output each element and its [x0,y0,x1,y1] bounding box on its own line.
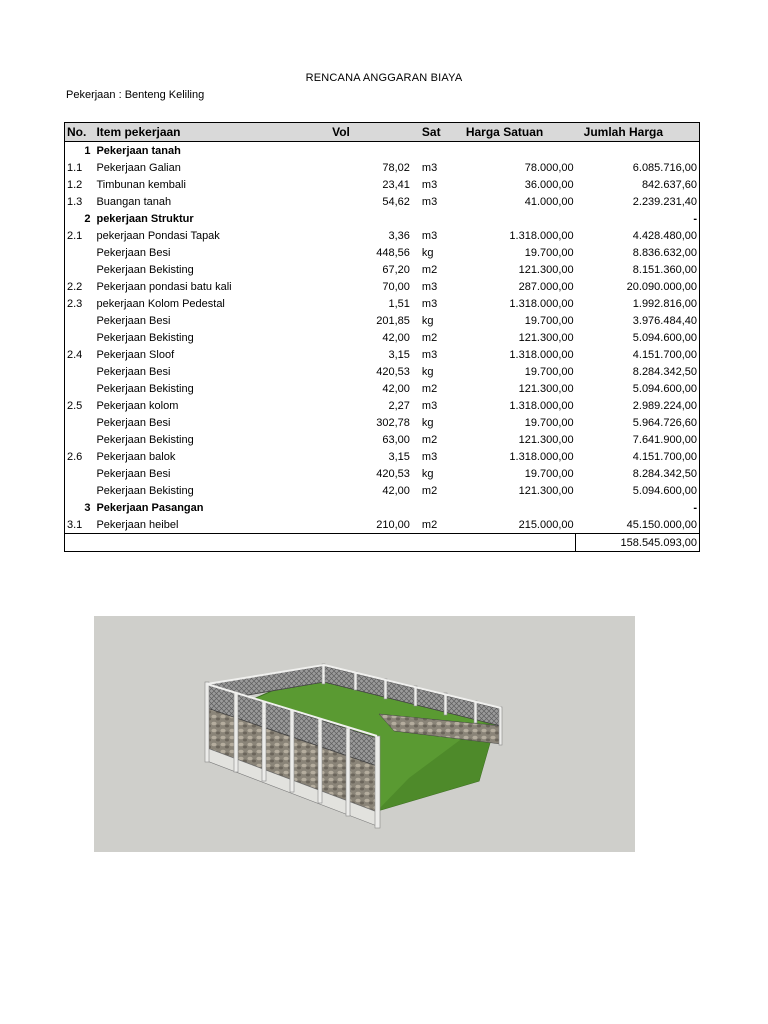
cell-no: 3.1 [67,518,83,531]
cell-harga: 19.700,00 [524,365,574,378]
cell-sat: kg [421,365,434,378]
cell-item: pekerjaan Pondasi Tapak [96,229,220,242]
document-title: RENCANA ANGGARAN BIAYA [305,72,463,84]
header-jumlah: Jumlah Harga [576,123,700,142]
cell-jumlah: 6.085.716,00 [632,161,697,174]
cell-no: 2.2 [67,280,83,293]
cell-sat: m2 [421,263,438,276]
cell-jumlah: 8.151.360,00 [632,263,697,276]
cell-item: Timbunan kembali [96,178,186,191]
cell-no: 1 [84,144,91,157]
grand-total: 158.545.093,00 [576,534,700,552]
cell-jumlah: 8.284.342,50 [632,467,697,480]
cell-jumlah: 5.964.726,60 [632,416,697,429]
cell-jumlah: 20.090.000,00 [626,280,697,293]
cell-sat: m2 [421,433,438,446]
cell-harga: 1.318.000,00 [509,399,574,412]
cell-harga: 78.000,00 [524,161,574,174]
cell-item: Pekerjaan Galian [96,161,181,174]
cell-no [65,414,95,431]
cell-vol: 210,00 [376,518,410,531]
cell-jumlah: 4.151.700,00 [632,348,697,361]
cell-item: Pekerjaan tanah [96,144,181,157]
cell-harga: 121.300,00 [518,433,574,446]
cell-empty [65,534,95,552]
table-row [65,159,700,176]
cell-harga: 19.700,00 [524,416,574,429]
table-row [65,414,700,431]
cell-no [65,482,95,499]
cell-no [65,431,95,448]
budget-table [64,122,700,552]
cell-item: Pekerjaan Bekisting [96,331,194,344]
cell-vol [324,210,412,227]
cell-item: Pekerjaan Pasangan [96,501,204,514]
cell-empty [94,534,324,552]
cell-jumlah [576,142,700,160]
cell-item: Pekerjaan Sloof [96,348,175,361]
cell-vol: 63,00 [382,433,410,446]
cell-harga: 1.318.000,00 [509,450,574,463]
cell-no: 2 [84,212,91,225]
cell-item: Pekerjaan Bekisting [96,263,194,276]
header-sat: Sat [412,123,456,142]
cell-harga: 36.000,00 [524,178,574,191]
cell-harga: 19.700,00 [524,246,574,259]
cell-harga: 1.318.000,00 [509,229,574,242]
cell-sat: kg [421,246,434,259]
table-row [65,278,700,295]
cell-harga: 121.300,00 [518,484,574,497]
cell-vol: 448,56 [376,246,410,259]
cell-empty [456,534,576,552]
table-row [65,431,700,448]
cell-no: 1.1 [67,161,83,174]
table-row [65,244,700,261]
cell-no: 2.5 [67,399,83,412]
cell-sat: m3 [421,280,438,293]
cell-item: Pekerjaan Besi [96,416,171,429]
cell-jumlah: 8.836.632,00 [632,246,697,259]
cell-empty [324,534,412,552]
cell-sat: m2 [421,331,438,344]
fence-illustration [94,616,635,852]
cell-vol: 42,00 [382,331,410,344]
table-row [65,193,700,210]
cell-harga: 287.000,00 [518,280,574,293]
table-row [65,227,700,244]
table-body [65,142,700,552]
cell-item: Pekerjaan balok [96,450,176,463]
cell-vol: 67,20 [382,263,410,276]
cell-sat: kg [421,314,434,327]
cell-item: Pekerjaan Besi [96,467,171,480]
cell-harga: 1.318.000,00 [509,297,574,310]
cell-jumlah: 5.094.600,00 [632,331,697,344]
cell-item: Buangan tanah [96,195,172,208]
table-row [65,482,700,499]
table-section-row [65,210,700,227]
cell-jumlah: 3.976.484,40 [632,314,697,327]
cell-item: Pekerjaan heibel [96,518,179,531]
cell-sat: m2 [421,484,438,497]
cell-no [65,380,95,397]
cell-jumlah: 2.239.231,40 [632,195,697,208]
cell-sat: m3 [421,348,438,361]
cell-no [65,261,95,278]
cell-sat: m3 [421,161,438,174]
cell-sat: m3 [421,450,438,463]
cell-jumlah: 4.428.480,00 [632,229,697,242]
table-row [65,380,700,397]
table-row [65,346,700,363]
cell-jumlah: 4.151.700,00 [632,450,697,463]
project-name: Pekerjaan : Benteng Keliling [66,89,205,101]
cell-vol: 70,00 [382,280,410,293]
cell-no: 1.3 [67,195,83,208]
cell-jumlah: 45.150.000,00 [626,518,697,531]
cell-vol: 302,78 [376,416,410,429]
header-vol: Vol [324,123,412,142]
cell-jumlah: 2.989.224,00 [632,399,697,412]
cell-jumlah: 8.284.342,50 [632,365,697,378]
table-row [65,448,700,465]
cell-empty [412,534,456,552]
cell-no: 2.6 [67,450,83,463]
table-row [65,312,700,329]
cell-no [65,312,95,329]
fence-3d-render [94,616,635,852]
cell-no: 2.1 [67,229,83,242]
cell-vol: 420,53 [376,365,410,378]
cell-item: Pekerjaan pondasi batu kali [96,280,232,293]
cell-vol: 2,27 [388,399,410,412]
header-no: No. [65,123,95,142]
cell-vol: 3,15 [388,348,410,361]
cell-harga: 121.300,00 [518,263,574,276]
cell-jumlah: 7.641.900,00 [632,433,697,446]
cell-sat: m3 [421,399,438,412]
cell-no [65,465,95,482]
cell-no: 2.4 [67,348,83,361]
table-total-row [65,534,700,552]
cell-vol: 1,51 [388,297,410,310]
cell-item: Pekerjaan Besi [96,246,171,259]
header-item: Item pekerjaan [94,123,324,142]
cell-vol: 201,85 [376,314,410,327]
cell-item: pekerjaan Struktur [96,212,194,225]
cell-vol [324,499,412,516]
table-row [65,295,700,312]
cell-sat: m3 [421,229,438,242]
table-row [65,261,700,278]
cell-jumlah: 5.094.600,00 [632,382,697,395]
table-row [65,465,700,482]
cell-vol: 3,15 [388,450,410,463]
table-row [65,516,700,534]
cell-item: Pekerjaan Besi [96,314,171,327]
cell-harga: 121.300,00 [518,382,574,395]
cell-no [65,244,95,261]
cell-jumlah: - [693,212,697,225]
cell-sat [412,499,456,516]
cell-vol: 420,53 [376,467,410,480]
cell-no: 1.2 [67,178,83,191]
cell-vol: 3,36 [388,229,410,242]
table-row [65,329,700,346]
cell-harga: 19.700,00 [524,314,574,327]
cell-harga [456,499,576,516]
cell-vol: 54,62 [382,195,410,208]
cell-jumlah: 5.094.600,00 [632,484,697,497]
header-harga: Harga Satuan [456,123,576,142]
cell-no [65,329,95,346]
cell-sat: m3 [421,178,438,191]
cell-sat: m2 [421,382,438,395]
cell-sat: m2 [421,518,438,531]
cell-item: Pekerjaan Bekisting [96,433,194,446]
cell-no [65,363,95,380]
cell-item: Pekerjaan Bekisting [96,484,194,497]
cell-sat: m3 [421,297,438,310]
cell-vol [324,142,412,160]
cell-sat: m3 [421,195,438,208]
cell-harga [456,142,576,160]
table-row [65,397,700,414]
cell-harga: 19.700,00 [524,467,574,480]
cell-item: pekerjaan Kolom Pedestal [96,297,225,310]
cell-item: Pekerjaan Bekisting [96,382,194,395]
cell-item: Pekerjaan kolom [96,399,179,412]
cell-vol: 42,00 [382,484,410,497]
cell-jumlah: 1.992.816,00 [632,297,697,310]
cell-vol: 23,41 [382,178,410,191]
cell-sat: kg [421,416,434,429]
cell-sat [412,142,456,160]
cell-no: 2.3 [67,297,83,310]
cell-sat: kg [421,467,434,480]
cell-jumlah: - [693,501,697,514]
cell-harga [456,210,576,227]
cell-no: 3 [84,501,91,514]
cell-jumlah: 842.637,60 [641,178,697,191]
cell-vol: 78,02 [382,161,410,174]
cell-harga: 1.318.000,00 [509,348,574,361]
cell-harga: 121.300,00 [518,331,574,344]
table-row [65,176,700,193]
table-section-row [65,499,700,516]
cell-item: Pekerjaan Besi [96,365,171,378]
cell-harga: 215.000,00 [518,518,574,531]
cell-sat [412,210,456,227]
cell-vol: 42,00 [382,382,410,395]
table-header-row [65,123,700,142]
cell-harga: 41.000,00 [524,195,574,208]
table-row [65,363,700,380]
table-section-row [65,142,700,160]
